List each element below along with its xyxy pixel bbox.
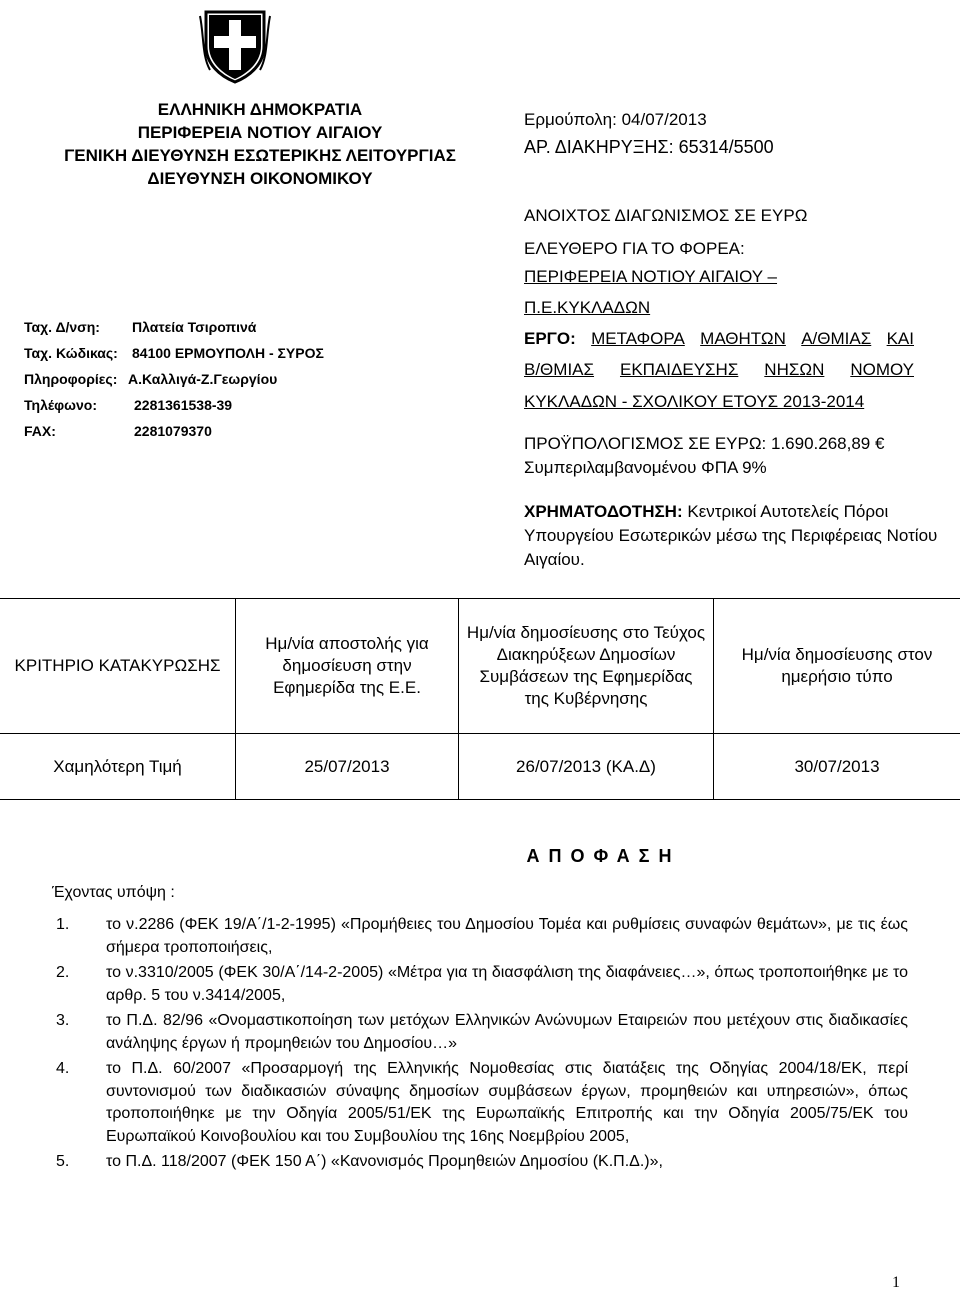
tender-type: ΑΝΟΙΧΤΟΣ ΔΙΑΓΩΝΙΣΜΟΣ ΣΕ ΕΥΡΩ xyxy=(524,206,808,225)
table-header-cell: Ημ/νία δημοσίευσης στο Τεύχος Διακηρύξεων Δημοσίων Συμβάσεων της Εφημερίδας της Κυβέρνησης xyxy=(459,599,714,734)
postal-label: Ταχ. Κώδικας: xyxy=(24,345,118,361)
page-number: 1 xyxy=(892,1274,900,1291)
tender-regional-unit: Π.Ε.ΚΥΚΛΑΔΩΝ xyxy=(524,298,651,317)
list-item-text: το Π.Δ. 82/96 «Ονομαστικοποίηση των μετόχων Ελληνικών Ανώνυμων Εταιρειών που μετέχουν στις διαδικασίες ανάληψης έργων ή προμηθειών του Δημοσίου…» xyxy=(106,1012,908,1052)
tender-authority: ΠΕΡΙΦΕΡΕΙΑ ΝΟΤΙΟΥ ΑΙΓΑΙΟΥ – xyxy=(524,267,778,286)
project-word: ΕΚΠΑΙΔΕΥΣΗΣ xyxy=(619,360,739,379)
table-header-cell: ΚΡΙΤΗΡΙΟ ΚΑΤΑΚΥΡΩΣΗΣ xyxy=(0,599,236,734)
budget: ΠΡΟΫΠΟΛΟΓΙΣΜΟΣ ΣΕ ΕΥΡΩ: 1.690.268,89 € xyxy=(524,434,885,453)
fax-value: 2281079370 xyxy=(134,423,212,439)
project-word: ΝΟΜΟΥ xyxy=(850,360,914,379)
list-item-number: 4. xyxy=(56,1060,70,1077)
project-word: Α/ΘΜΙΑΣ xyxy=(801,329,872,348)
list-item-number: 2. xyxy=(56,964,70,981)
postal-value: 84100 ΕΡΜΟΥΠΟΛΗ - ΣΥΡΟΣ xyxy=(132,345,324,361)
project-word: ΚΑΙ xyxy=(886,329,914,348)
phone-value: 2281361538-39 xyxy=(134,397,233,413)
project-word: ΝΗΣΩΝ xyxy=(764,360,825,379)
project-word: Β/ΘΜΙΑΣ xyxy=(524,360,595,379)
table-header-row xyxy=(0,599,960,734)
list-item-text: το ν.3310/2005 (ΦΕΚ 30/Α΄/14-2-2005) «Μέτρα για τη διασφάλιση της διαφάνειες…», όπως τροποποιήθηκε με το αρθρ. 5 του ν.3414/2005, xyxy=(106,964,908,1004)
award-criteria-table xyxy=(0,598,960,800)
table-cell: Χαμηλότερη Τιμή xyxy=(0,734,236,800)
issuing-authority xyxy=(40,98,480,190)
decision-intro: Έχοντας υπόψη : xyxy=(52,884,175,901)
fax-label: FAX: xyxy=(24,423,56,439)
table-row xyxy=(0,734,960,800)
funding xyxy=(524,500,944,572)
table-header-cell: Ημ/νία δημοσίευσης στον ημερήσιο τύπο xyxy=(714,599,960,734)
place-date: Ερμούπολη: 04/07/2013 xyxy=(524,110,707,129)
list-item xyxy=(56,1058,908,1148)
phone-label: Τηλέφωνο: xyxy=(24,397,98,413)
list-item xyxy=(56,914,908,959)
project-word: ΜΕΤΑΦΟΡΑ xyxy=(591,329,685,348)
list-item-text: το ν.2286 (ΦΕΚ 19/Α΄/1-2-1995) «Προμήθειες του Δημοσίου Τομέα και ρυθμίσεις συναφών θεμάτων», με τις έως σήμερα τροποποιήσεις, xyxy=(106,916,908,956)
info-label: Πληροφορίες: xyxy=(24,371,118,387)
list-item xyxy=(56,962,908,1007)
authority-line: ΔΙΕΥΘΥΝΣΗ ΟΙΚΟΝΟΜΙΚΟΥ xyxy=(147,169,373,188)
project-label: ΕΡΓΟ: xyxy=(524,329,576,348)
table-header-cell: Ημ/νία αποστολής για δημοσίευση στην Εφημερίδα της Ε.Ε. xyxy=(236,599,459,734)
authority-line: ΕΛΛΗΝΙΚΗ ΔΗΜΟΚΡΑΤΙΑ xyxy=(157,100,363,119)
vat-note: Συμπεριλαμβανομένου ΦΠΑ 9% xyxy=(524,458,767,477)
list-item xyxy=(56,1151,908,1174)
table-cell: 25/07/2013 xyxy=(236,734,459,800)
funding-label: ΧΡΗΜΑΤΟΔΟΤΗΣΗ: xyxy=(524,502,683,521)
list-item-number: 1. xyxy=(56,916,70,933)
list-item-text: το Π.Δ. 118/2007 (ΦΕΚ 150 Α΄) «Κανονισμός Προμηθειών Δημοσίου (Κ.Π.Δ.)», xyxy=(106,1153,663,1170)
list-item xyxy=(56,1010,908,1055)
info-value: Α.Καλλιγά-Ζ.Γεωργίου xyxy=(128,371,278,387)
list-item-number: 3. xyxy=(56,1012,70,1029)
table-cell: 30/07/2013 xyxy=(714,734,960,800)
list-item-text: το Π.Δ. 60/2007 «Προσαρμογή της Ελληνικής Νομοθεσίας στις διατάξεις της Οδηγίας 2004/18/ΕΚ, περί συντονισμού των διαδικασιών σύναψης δημοσίων συμβάσεων έργων, προμηθειών και υπηρεσιών», όπως τροποποιήθηκε με την Οδηγία 2005/51/ΕΚ της Ευρωπαϊκής Επιτροπής και την Οδηγία 2005/75/ΕΚ του Ευρωπαϊκού Κοινοβουλίου και του Συμβουλίου της 16ης Νοεμβρίου 2005, xyxy=(106,1060,908,1145)
project-word: ΜΑΘΗΤΩΝ xyxy=(700,329,786,348)
table-cell: 26/07/2013 (ΚΑ.Δ) xyxy=(459,734,714,800)
decision-title: Α Π Ο Φ Α Σ Η xyxy=(526,846,674,866)
funding-text: Κεντρικοί Αυτοτελείς Πόροι Υπουργείου Εσωτερικών μέσω της Περιφέρειας Νοτίου Αιγαίου. xyxy=(524,502,938,569)
project-line-2 xyxy=(524,358,914,382)
list-item-number: 5. xyxy=(56,1153,70,1170)
address-label: Ταχ. Δ/νση: xyxy=(24,319,100,335)
tender-eligibility: ΕΛΕΥΘΕΡΟ ΓΙΑ ΤΟ ΦΟΡΕΑ: xyxy=(524,239,745,258)
considerations-list xyxy=(56,914,908,1177)
authority-line: ΓΕΝΙΚΗ ΔΙΕΥΘΥΝΣΗ ΕΣΩΤΕΡΙΚΗΣ ΛΕΙΤΟΥΡΓΙΑΣ xyxy=(64,146,456,165)
proclamation-number: ΑΡ. ΔΙΑΚΗΡΥΞΗΣ: 65314/5500 xyxy=(524,137,774,157)
address-value: Πλατεία Τσιροπινά xyxy=(132,319,257,335)
greek-coat-of-arms-icon xyxy=(196,6,274,84)
project-line-3: ΚΥΚΛΑΔΩΝ - ΣΧΟΛΙΚΟΥ ΕΤΟΥΣ 2013-2014 xyxy=(524,392,865,411)
project-line-1 xyxy=(524,327,914,351)
authority-line: ΠΕΡΙΦΕΡΕΙΑ ΝΟΤΙΟΥ ΑΙΓΑΙΟΥ xyxy=(137,123,383,142)
